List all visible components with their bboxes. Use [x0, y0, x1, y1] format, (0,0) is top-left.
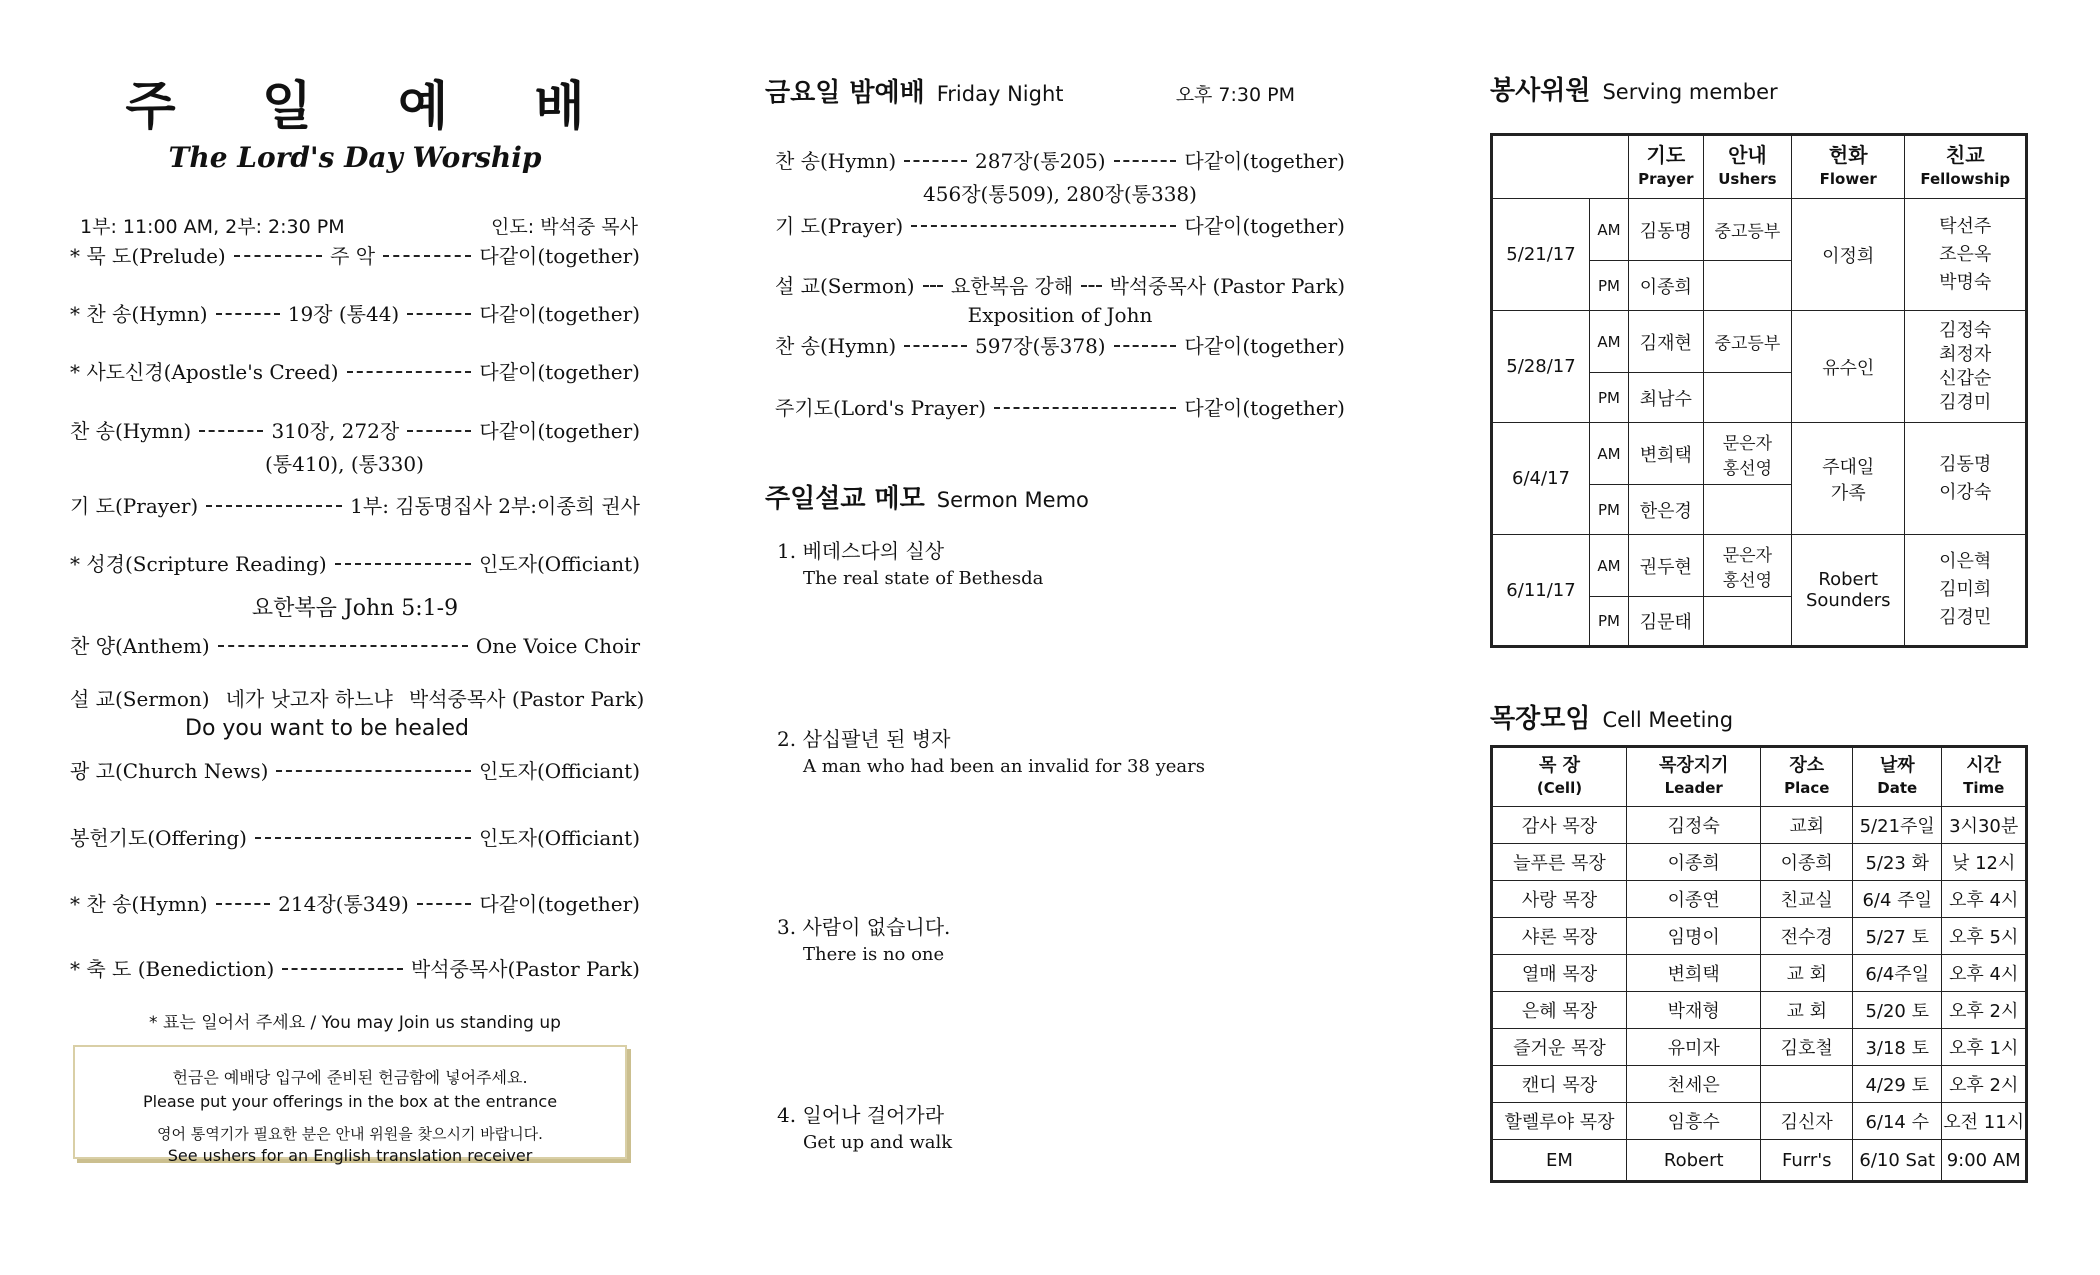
- dashes: [282, 968, 403, 970]
- dashes: [383, 255, 471, 257]
- cell-value: 임흥수: [1626, 1103, 1760, 1140]
- cell-value: 은혜 목장: [1492, 992, 1627, 1029]
- order-item-name: * 축 도 (Benediction): [70, 957, 275, 981]
- order-item-detail: 310장, 272장: [271, 419, 400, 443]
- translation-notice-en: See ushers for an English translation receiver: [167, 1146, 533, 1165]
- cell-header-ko: 목 장: [1538, 755, 1581, 776]
- prayer-pm: 최남수: [1629, 373, 1704, 423]
- friday-order-line: [775, 270, 1345, 299]
- cell-value: 늘푸른 목장: [1492, 844, 1627, 881]
- order-item-sub: 요한복음 John 5:1-9: [251, 596, 459, 621]
- cell-value: 박재형: [1626, 992, 1760, 1029]
- header-blank: [1492, 135, 1629, 199]
- cell-header-en: Leader: [1664, 779, 1723, 797]
- cell-value: 6/4주일: [1853, 955, 1942, 992]
- memo-item-title: 1. 베데스다의 실상: [777, 539, 945, 563]
- serving-header-en: Prayer: [1638, 170, 1694, 188]
- order-item-leader: One Voice Choir: [475, 634, 640, 658]
- friday-order-item: [775, 270, 1345, 327]
- fellowship: 탁선주 조은옥 박명숙: [1905, 199, 2027, 311]
- order-item-detail: 214장(통349): [278, 892, 409, 916]
- worship-order-line: [70, 240, 640, 269]
- dashes: [255, 837, 471, 839]
- ushers-pm: [1703, 373, 1791, 423]
- dashes: [994, 407, 1176, 409]
- worship-order-item: [70, 888, 640, 917]
- cell-header-row: [1492, 747, 2027, 807]
- friday-order-item: [775, 210, 1345, 239]
- cell-value: EM: [1492, 1140, 1627, 1182]
- am-label: AM: [1590, 199, 1629, 261]
- serving-header-row: [1492, 135, 2027, 199]
- friday-order-item: [775, 392, 1345, 421]
- worship-order-line: [70, 298, 640, 327]
- worship-leader: 인도: 박석중 목사: [491, 216, 638, 238]
- friday-item-name: 찬 송(Hymn): [775, 149, 897, 173]
- order-item-name: 찬 양(Anthem): [70, 634, 210, 658]
- memo-item: [777, 723, 1205, 777]
- cell-value: 6/4 주일: [1853, 881, 1942, 918]
- offering-notice-en: Please put your offerings in the box at the entrance: [142, 1092, 558, 1111]
- order-item-name: * 사도신경(Apostle's Creed): [70, 360, 339, 384]
- serving-header: [1490, 70, 1778, 107]
- offering-notice-ko: 헌금은 예배당 입구에 준비된 헌금함에 넣어주세요.: [172, 1068, 528, 1087]
- cell-header-en: Time: [1963, 779, 2005, 797]
- friday-order-line: [775, 392, 1345, 421]
- order-item-name: 기 도(Prayer): [70, 494, 199, 518]
- dashes: [407, 313, 471, 315]
- cell-value: 5/21주일: [1853, 807, 1942, 844]
- serving-row-am: [1492, 199, 2027, 261]
- cell-header-cell: [1853, 747, 1942, 807]
- prayer-am: 권두현: [1629, 535, 1704, 597]
- memo-item-en: The real state of Bethesda: [803, 568, 1044, 589]
- cell-value: 천세은: [1626, 1066, 1760, 1103]
- friday-order-line: [775, 330, 1345, 359]
- worship-title-en: The Lord's Day Worship: [168, 141, 542, 174]
- service-times-row: [70, 212, 640, 239]
- cell-header-cell: [1492, 747, 1627, 807]
- cell-value: 이종연: [1626, 881, 1760, 918]
- dashes: [904, 345, 967, 347]
- cell-value: Robert: [1626, 1140, 1760, 1182]
- translation-notice-ko: 영어 통역기가 필요한 분은 안내 위원을 찾으시기 바랍니다.: [157, 1125, 543, 1143]
- order-item-leader: 인도자(Officiant): [478, 826, 640, 850]
- serving-row-am: [1492, 423, 2027, 485]
- cell-value: 교 회: [1761, 955, 1853, 992]
- worship-title: 주 일 예 배: [125, 77, 619, 137]
- friday-item-leader: 다같이(together): [1184, 214, 1345, 238]
- order-item-leader: 다같이(together): [479, 360, 640, 384]
- pm-label: PM: [1590, 485, 1629, 535]
- friday-item-detail: 597장(통378): [975, 334, 1106, 358]
- cell-value: 5/20 토: [1853, 992, 1942, 1029]
- serving-header-cell: [1792, 135, 1905, 199]
- serving-header-cell: [1905, 135, 2027, 199]
- cell-header-ko: 시간: [1966, 755, 2002, 776]
- order-item-leader: 다같이(together): [479, 244, 640, 268]
- cell-value: 친교실: [1761, 881, 1853, 918]
- cell-value: 4/29 토: [1853, 1066, 1942, 1103]
- cell-header-ko: 장소: [1789, 755, 1825, 776]
- cell-value: 김신자: [1761, 1103, 1853, 1140]
- order-item-name: * 성경(Scripture Reading): [70, 552, 327, 576]
- friday-order-line: [775, 145, 1345, 174]
- order-item-sub: (통410), (통330): [265, 452, 424, 476]
- order-item-sub: Do you want to be healed: [185, 716, 469, 741]
- friday-title: 금요일 밤예배: [765, 78, 925, 108]
- flower: 주대일 가족: [1792, 423, 1905, 535]
- friday-order-item: [775, 330, 1345, 359]
- cell-value: 즐거운 목장: [1492, 1029, 1627, 1066]
- cell-value: 낮 12시: [1942, 844, 2027, 881]
- dashes: [276, 770, 471, 772]
- worship-order-line: [70, 356, 640, 385]
- cell-value: 김정숙: [1626, 807, 1760, 844]
- memo-item-en: There is no one: [803, 944, 945, 965]
- memo-item: [777, 535, 1043, 589]
- ushers-am: 문은자 홍선영: [1703, 535, 1791, 597]
- order-item-leader: 다같이(together): [479, 419, 641, 443]
- friday-header: [765, 72, 1355, 109]
- worship-order-line: [70, 822, 640, 851]
- friday-item-leader: 다같이(together): [1184, 149, 1345, 173]
- friday-item-leader: 박석중목사 (Pastor Park): [1109, 274, 1345, 298]
- cell-value: 9:00 AM: [1942, 1140, 2027, 1182]
- cell-row: [1492, 918, 2027, 955]
- ushers-pm: [1703, 485, 1791, 535]
- serving-date: 6/4/17: [1492, 423, 1590, 535]
- dashes: [407, 430, 471, 432]
- cell-value: 샤론 목장: [1492, 918, 1627, 955]
- friday-title-en: Friday Night: [936, 82, 1064, 106]
- worship-order-line: [70, 548, 640, 577]
- cell-value: 5/23 화: [1853, 844, 1942, 881]
- am-label: AM: [1590, 311, 1629, 373]
- cell-value: 오전 11시: [1942, 1103, 2027, 1140]
- cell-header-cell: [1626, 747, 1760, 807]
- cell-value: 오후 1시: [1942, 1029, 2027, 1066]
- cell-value: 교 회: [1761, 992, 1853, 1029]
- serving-header-en: Fellowship: [1920, 170, 2011, 188]
- cell-row: [1492, 807, 2027, 844]
- memo-item: [777, 911, 950, 965]
- ushers-pm: [1703, 597, 1791, 647]
- memo-item-title: 4. 일어나 걸어가라: [777, 1103, 945, 1127]
- dashes: [216, 313, 280, 315]
- cell-row: [1492, 1140, 2027, 1182]
- order-item-detail: 네가 낫고자 하느냐: [225, 687, 393, 711]
- cell-value: 오후 4시: [1942, 955, 2027, 992]
- order-item-leader: 다같이(together): [479, 892, 640, 916]
- worship-order-line: [70, 490, 640, 519]
- memo-title-en: Sermon Memo: [936, 488, 1089, 512]
- prayer-pm: 이종희: [1629, 261, 1704, 311]
- memo-title: 주일설교 메모: [765, 484, 925, 514]
- cell-value: [1761, 1066, 1853, 1103]
- friday-item-leader: 다같이(together): [1184, 396, 1345, 420]
- flower: 이정희: [1792, 199, 1905, 311]
- order-item-name: 찬 송(Hymn): [70, 419, 192, 443]
- friday-item-sub: Exposition of John: [967, 303, 1153, 327]
- serving-header-ko: 친교: [1945, 143, 1985, 167]
- worship-order-line: [70, 415, 640, 444]
- friday-item-detail: 287장(통205): [975, 149, 1106, 173]
- cell-value: 감사 목장: [1492, 807, 1627, 844]
- memo-header: [765, 478, 1089, 515]
- friday-item-name: 설 교(Sermon): [775, 274, 915, 298]
- flower: Robert Sounders: [1792, 535, 1905, 647]
- serving-header-ko: 안내: [1728, 143, 1767, 167]
- cell-header-ko: 목장지기: [1658, 755, 1729, 776]
- dashes: [206, 505, 342, 507]
- friday-item-name: 찬 송(Hymn): [775, 334, 897, 358]
- dashes: [911, 225, 1176, 227]
- worship-order-item: [70, 822, 640, 851]
- worship-order-item: [70, 356, 640, 385]
- friday-order-line: [775, 210, 1345, 239]
- cell-value: 교회: [1761, 807, 1853, 844]
- cell-value: 이종희: [1761, 844, 1853, 881]
- cell-header-ko: 날짜: [1879, 755, 1915, 776]
- offering-notice: [73, 1045, 627, 1165]
- cell-value: 3/18 토: [1853, 1029, 1942, 1066]
- worship-order-item: [70, 630, 640, 659]
- order-item-name: * 묵 도(Prelude): [70, 244, 226, 268]
- order-item-leader: 인도자(Officiant): [478, 552, 640, 576]
- prayer-am: 김동명: [1629, 199, 1704, 261]
- dashes: [1081, 285, 1101, 287]
- friday-item-detail: 요한복음 강해: [950, 274, 1074, 298]
- am-label: AM: [1590, 423, 1629, 485]
- cell-value: Furr's: [1761, 1140, 1853, 1182]
- worship-order-item: [70, 548, 640, 622]
- memo-item-en: Get up and walk: [803, 1132, 953, 1153]
- cell-row: [1492, 844, 2027, 881]
- serving-title-en: Serving member: [1602, 80, 1778, 104]
- serving-header-cell: [1629, 135, 1704, 199]
- worship-order-line: [70, 888, 640, 917]
- serving-row-am: [1492, 535, 2027, 597]
- cell-value: 3시30분: [1942, 807, 2027, 844]
- cell-row: [1492, 1103, 2027, 1140]
- cell-value: 임명이: [1626, 918, 1760, 955]
- cell-value: 오후 2시: [1942, 1066, 2027, 1103]
- cell-value: 6/14 수: [1853, 1103, 1942, 1140]
- cell-title: 목장모임: [1490, 704, 1591, 734]
- order-item-name: 광 고(Church News): [70, 759, 269, 783]
- dashes: [216, 903, 271, 905]
- worship-order-item: [70, 298, 640, 327]
- cell-title-en: Cell Meeting: [1602, 708, 1734, 732]
- dashes: [335, 563, 471, 565]
- friday-item-sub: 456장(통509), 280장(통338): [923, 182, 1197, 206]
- order-item-leader: 인도자(Officiant): [478, 759, 640, 783]
- dashes: [218, 645, 468, 647]
- serving-title: 봉사위원: [1490, 76, 1591, 106]
- memo-item-title: 2. 삼십팔년 된 병자: [777, 727, 951, 751]
- cell-value: 유미자: [1626, 1029, 1760, 1066]
- serving-date: 5/28/17: [1492, 311, 1590, 423]
- dashes: [199, 430, 263, 432]
- cell-row: [1492, 955, 2027, 992]
- fellowship: 이은혁 김미희 김경민: [1905, 535, 2027, 647]
- serving-row-am: [1492, 311, 2027, 373]
- worship-order-line: [70, 755, 640, 784]
- serving-header-en: Flower: [1819, 170, 1877, 188]
- am-label: AM: [1590, 535, 1629, 597]
- cell-value: 김호철: [1761, 1029, 1853, 1066]
- cell-value: 열매 목장: [1492, 955, 1627, 992]
- serving-date: 6/11/17: [1492, 535, 1590, 647]
- prayer-pm: 한은경: [1629, 485, 1704, 535]
- ushers-am: 중고등부: [1703, 311, 1791, 373]
- pm-label: PM: [1590, 261, 1629, 311]
- worship-order-line: [70, 953, 640, 982]
- cell-header-en: Place: [1784, 779, 1830, 797]
- dashes: [904, 160, 967, 162]
- order-item-leader: 다같이(together): [479, 302, 641, 326]
- serving-header-en: Ushers: [1718, 170, 1777, 188]
- order-item-leader: 1부: 김동명집사 2부:이종희 권사: [350, 494, 640, 518]
- order-item-name: 봉헌기도(Offering): [70, 826, 247, 850]
- cell-row: [1492, 992, 2027, 1029]
- friday-order-item: [775, 145, 1345, 207]
- dashes: [347, 371, 472, 373]
- cell-value: 캔디 목장: [1492, 1066, 1627, 1103]
- dashes: [234, 255, 322, 257]
- service-times: 1부: 11:00 AM, 2부: 2:30 PM: [80, 216, 345, 238]
- worship-order-item: [70, 240, 640, 269]
- cell-value: 변희택: [1626, 955, 1760, 992]
- friday-item-name: 기 도(Prayer): [775, 214, 904, 238]
- fellowship: 김정숙 최정자 신갑순 김경미: [1905, 311, 2027, 423]
- cell-table: [1490, 745, 2028, 1183]
- cell-value: 이종희: [1626, 844, 1760, 881]
- order-item-name: 설 교(Sermon): [70, 687, 210, 711]
- worship-order-item: [70, 683, 645, 741]
- ushers-am: 문은자 홍선영: [1703, 423, 1791, 485]
- worship-order-line: [70, 683, 645, 712]
- worship-order-item: [70, 755, 640, 784]
- cell-row: [1492, 1066, 2027, 1103]
- serving-header-cell: [1703, 135, 1791, 199]
- memo-item-en: A man who had been an invalid for 38 years: [803, 756, 1206, 777]
- order-item-leader: 박석중목사(Pastor Park): [410, 957, 640, 981]
- dashes: [1114, 345, 1177, 347]
- friday-item-name: 주기도(Lord's Prayer): [775, 396, 987, 420]
- worship-order-item: [70, 953, 640, 982]
- serving-header-ko: 기도: [1646, 143, 1686, 167]
- cell-row: [1492, 881, 2027, 918]
- serving-header-ko: 헌화: [1828, 143, 1868, 167]
- worship-order-item: [70, 415, 640, 477]
- prayer-am: 김재현: [1629, 311, 1704, 373]
- worship-order-line: [70, 630, 640, 659]
- order-item-leader: 박석중목사 (Pastor Park): [408, 687, 645, 711]
- worship-order-item: [70, 490, 640, 519]
- order-item-detail: 19장 (통44): [287, 302, 400, 326]
- cell-header-en: (Cell): [1536, 779, 1583, 797]
- memo-item: [777, 1099, 952, 1153]
- cell-header-en: Date: [1877, 779, 1918, 797]
- prayer-pm: 김문태: [1629, 597, 1704, 647]
- pm-label: PM: [1590, 373, 1629, 423]
- worship-column: [70, 0, 645, 1165]
- cell-value: 사랑 목장: [1492, 881, 1627, 918]
- serving-date: 5/21/17: [1492, 199, 1590, 311]
- cell-header-cell: [1942, 747, 2027, 807]
- standing-note: * 표는 일어서 주세요 / You may Join us standing up: [149, 1013, 561, 1033]
- dashes: [923, 285, 943, 287]
- cell-value: 오후 4시: [1942, 881, 2027, 918]
- pm-label: PM: [1590, 597, 1629, 647]
- fellowship: 김동명 이강숙: [1905, 423, 2027, 535]
- cell-value: 할렐루야 목장: [1492, 1103, 1627, 1140]
- order-item-name: * 찬 송(Hymn): [70, 892, 208, 916]
- dashes: [1114, 160, 1177, 162]
- friday-time: 오후 7:30 PM: [1175, 84, 1295, 106]
- cell-value: 6/10 Sat: [1853, 1140, 1942, 1182]
- cell-row: [1492, 1029, 2027, 1066]
- friday-item-leader: 다같이(together): [1184, 334, 1345, 358]
- dashes: [417, 903, 472, 905]
- order-item-detail: 주 악: [330, 244, 376, 268]
- cell-value: 전수경: [1761, 918, 1853, 955]
- cell-value: 오후 5시: [1942, 918, 2027, 955]
- cell-header-cell: [1761, 747, 1853, 807]
- cell-header: [1490, 698, 1733, 735]
- cell-value: 5/27 토: [1853, 918, 1942, 955]
- flower: 유수인: [1792, 311, 1905, 423]
- prayer-am: 변희택: [1629, 423, 1704, 485]
- serving-table: [1490, 133, 2028, 648]
- cell-value: 오후 2시: [1942, 992, 2027, 1029]
- order-item-name: * 찬 송(Hymn): [70, 302, 208, 326]
- ushers-pm: [1703, 261, 1791, 311]
- ushers-am: 중고등부: [1703, 199, 1791, 261]
- memo-item-title: 3. 사람이 없습니다.: [777, 915, 951, 939]
